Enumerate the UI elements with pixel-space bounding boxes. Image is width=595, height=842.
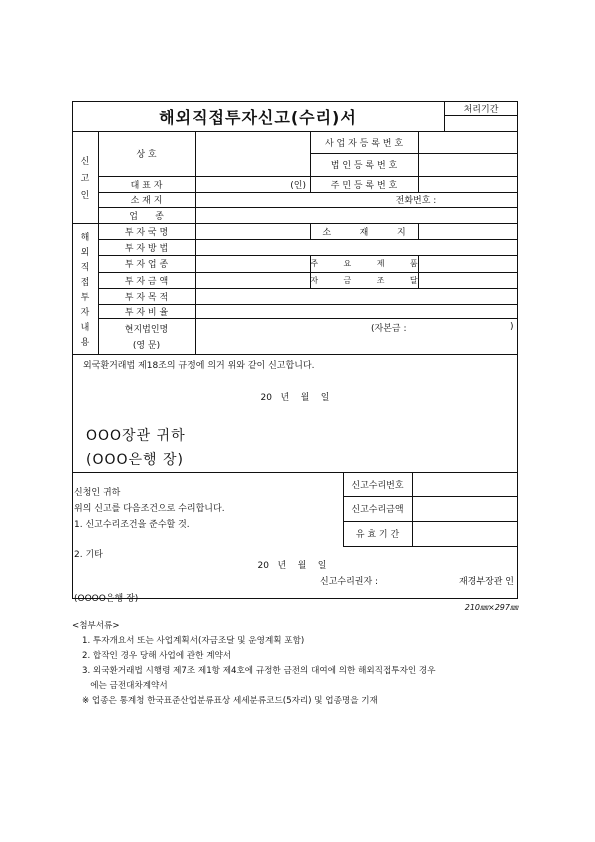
main-product-label: 주 요 제 품 bbox=[310, 259, 418, 268]
attachment-note: ※ 업종은 통계청 한국표준산업분류표상 세세분류코드(5자리) 및 업종명을 기재 bbox=[82, 696, 378, 706]
business-reg-no-field[interactable] bbox=[418, 131, 518, 153]
paper-size: 210㎜×297㎜ bbox=[464, 602, 518, 612]
accept-no-label: 신고수리번호 bbox=[351, 480, 404, 491]
representative-label: 대 표 자 bbox=[130, 180, 163, 191]
investment-amount-label: 투 자 금 액 bbox=[124, 276, 169, 287]
attachment-item: 1. 투자개요서 또는 사업계획서(자금조달 및 운영계획 포함) bbox=[82, 636, 305, 646]
declaration-date: 20 년 월 일 bbox=[260, 392, 330, 403]
business-reg-no-label: 사 업 자 등 록 번 호 bbox=[324, 138, 404, 149]
investment-section-label: 해 외 직 접 투 자 내 용 bbox=[80, 232, 90, 348]
addressee-bank: (OOO은행 장) bbox=[86, 452, 185, 468]
local-corp-name-label: 현지법인명 (영 문) bbox=[124, 324, 169, 351]
capital-row bbox=[195, 318, 518, 336]
accept-text: 위의 신고를 다음조건으로 수리합니다. bbox=[74, 503, 225, 514]
attachments-heading: <첨부서류> bbox=[72, 621, 120, 631]
validity-field[interactable] bbox=[412, 521, 518, 546]
funding-label: 자 금 조 달 bbox=[310, 275, 418, 285]
form-title: 해외직접투자신고(수리)서 bbox=[159, 107, 357, 127]
divider bbox=[343, 546, 518, 547]
investment-country-label: 투 자 국 명 bbox=[124, 227, 169, 238]
divider bbox=[418, 223, 419, 239]
phone-label: 전화번호 : bbox=[395, 196, 437, 206]
resident-reg-no-label: 주 민 등 록 번 호 bbox=[330, 180, 398, 191]
authority-label: 신고수리권자 : bbox=[320, 576, 379, 587]
accept-no-field[interactable] bbox=[412, 472, 518, 496]
business-type-field[interactable] bbox=[195, 207, 518, 223]
accept-amount-label: 신고수리금액 bbox=[351, 505, 404, 515]
capital-close: ) bbox=[510, 322, 514, 332]
bank-line: (OOOO은행 장) bbox=[74, 593, 139, 604]
divider bbox=[444, 115, 518, 116]
corp-reg-no-label: 법 인 등 록 번 호 bbox=[330, 161, 398, 171]
attachment-item: 2. 합작인 경우 당해 사업에 관한 계약서 bbox=[82, 651, 232, 661]
attachment-item: 에는 금전대차계약서 bbox=[82, 681, 168, 691]
investment-method-label: 투 자 방 법 bbox=[124, 243, 169, 254]
divider bbox=[72, 354, 518, 355]
location-label: 소 재 지 bbox=[322, 227, 406, 238]
condition-1: 1. 신고수리조건을 준수할 것. bbox=[74, 519, 190, 530]
corp-reg-no-field[interactable] bbox=[418, 153, 518, 176]
investment-industry-label: 투 자 업 종 bbox=[124, 260, 169, 270]
addressee-minister: OOO장관 귀하 bbox=[86, 428, 186, 444]
address-label: 소 재 지 bbox=[130, 196, 163, 206]
investment-ratio-label: 투 자 비 율 bbox=[124, 307, 169, 318]
attachments bbox=[72, 619, 522, 709]
business-type-label: 업 종 bbox=[129, 211, 164, 222]
investment-purpose-label: 투 자 목 적 bbox=[124, 292, 169, 303]
acceptance-date: 20 년 월 일 bbox=[257, 560, 327, 571]
attachment-item: 3. 외국환거래법 시행령 제7조 제1항 제4호에 규정한 금전의 대여에 의한 해외직접투자인 경우 bbox=[82, 666, 436, 676]
authority-name: 재경부장관 인 bbox=[458, 576, 514, 587]
seal-mark: (인) bbox=[290, 180, 306, 191]
capital-label: (자본금 : bbox=[371, 323, 407, 334]
applicant-section-label: 신 고 인 bbox=[80, 156, 90, 201]
validity-label: 유 효 기 간 bbox=[355, 530, 400, 540]
condition-2: 2. 기타 bbox=[74, 549, 103, 560]
processing-period-label: 처리기간 bbox=[463, 104, 499, 115]
accept-amount-field[interactable] bbox=[412, 496, 518, 521]
applicant-salute: 신청인 귀하 bbox=[74, 487, 121, 498]
resident-reg-no-field[interactable] bbox=[418, 176, 518, 192]
trade-name-label: 상 호 bbox=[136, 150, 157, 160]
declaration-statement: 외국환거래법 제18조의 규정에 의거 위와 같이 신고합니다. bbox=[83, 360, 315, 371]
